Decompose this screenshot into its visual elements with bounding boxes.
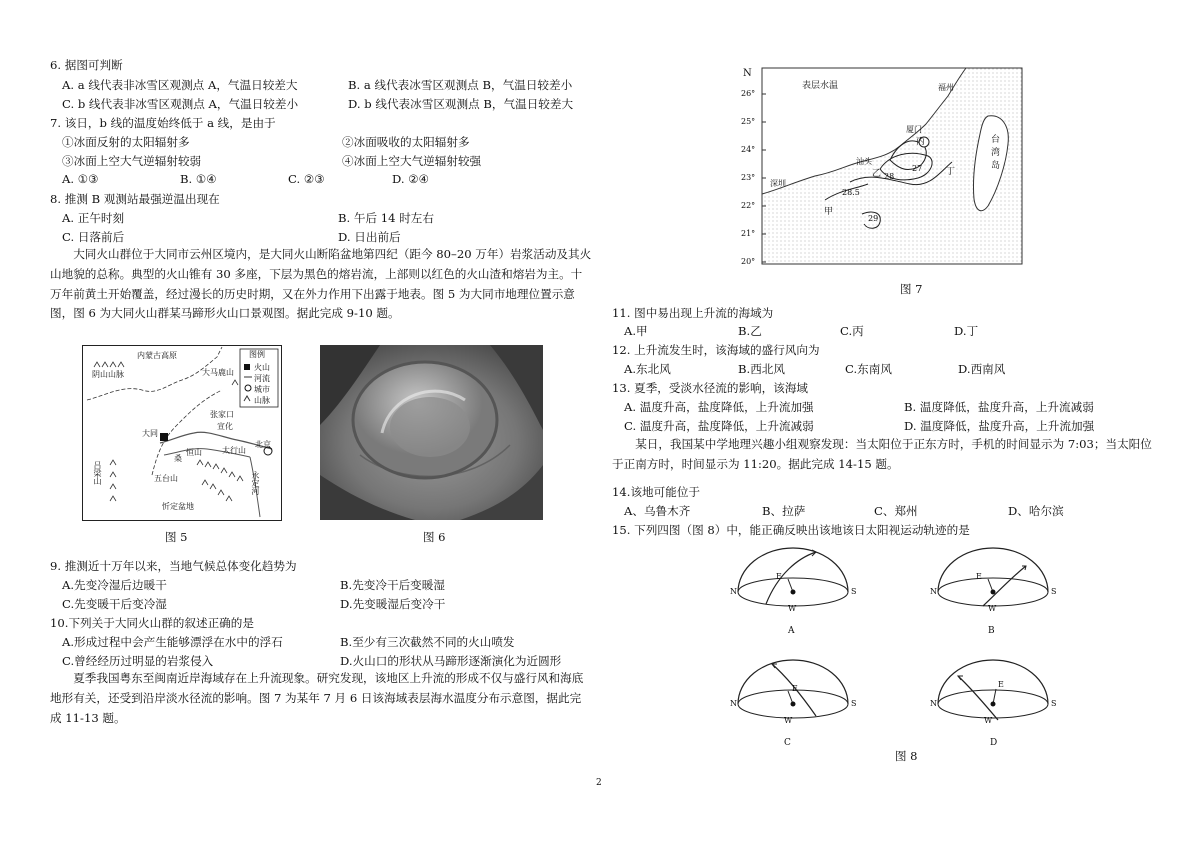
fig8-d-south: S bbox=[1051, 699, 1057, 708]
figure-6-crater-photo bbox=[320, 345, 543, 520]
fig8-c-south: S bbox=[851, 699, 857, 708]
q9-option-a: A.先变冷湿后边暖干 bbox=[62, 578, 167, 592]
fig7-label-shenzhen: 深圳 bbox=[770, 179, 786, 188]
q11-stem: 11. 图中易出现上升流的海域为 bbox=[612, 306, 774, 320]
q13-option-b: B. 温度降低，盐度升高，上升流减弱 bbox=[904, 400, 1094, 414]
fig8-b-east: E bbox=[976, 572, 982, 581]
figure-5-caption: 图 5 bbox=[165, 530, 188, 544]
fig7-lat-23: 23° bbox=[741, 173, 756, 182]
passage-datong: 大同火山群位于大同市云州区境内，是大同火山断陷盆地第四纪（距今 80–20 万年）岩浆活动及其火山地貌的总称。典型的火山锥有 30 多座，下层为黑色的熔岩流，上部则以红色的火山渣和熔岩为主。十万年前黄土开始覆盖，经过漫长的历史时期，又在外力作用下出露于地表。图 5 为大同市地理位置示意图，图 6 为大同火山群某马蹄形火山口景观图。据此完成 9-10 题。 bbox=[50, 247, 592, 321]
fig7-iso-27: 27 bbox=[912, 164, 923, 173]
figure-8-diagram-a bbox=[728, 544, 858, 640]
fig7-iso-28-5: 28.5 bbox=[842, 188, 860, 197]
q13-option-c: C. 温度升高，盐度降低，上升流减弱 bbox=[624, 419, 814, 433]
fig5-label-wutai: 五台山 bbox=[154, 474, 178, 483]
fig7-label-fuzhou: 福州 bbox=[938, 83, 954, 92]
fig7-lat-22: 22° bbox=[741, 201, 756, 210]
q14-option-b: B、拉萨 bbox=[762, 504, 806, 518]
fig5-label-lvliang: 吕梁山 bbox=[93, 461, 102, 485]
q10-stem: 10.下列关于大同火山群的叙述正确的是 bbox=[50, 616, 254, 630]
q12-stem: 12. 上升流发生时，该海域的盛行风向为 bbox=[612, 343, 820, 357]
q6-stem: 6. 据图可判断 bbox=[50, 58, 123, 72]
q10-option-a: A.形成过程中会产生能够漂浮在水中的浮石 bbox=[62, 635, 283, 649]
fig7-iso-29: 29 bbox=[868, 214, 879, 223]
q11-option-b: B.乙 bbox=[738, 324, 762, 338]
fig5-legend-city: 城市 bbox=[254, 385, 270, 394]
q8-option-b: B. 午后 14 时左右 bbox=[338, 211, 434, 225]
q7-option-c: C. ②③ bbox=[288, 172, 325, 186]
fig8-d-west: W bbox=[984, 716, 993, 725]
fig5-label-zhangjiakou: 张家口 bbox=[210, 410, 234, 419]
fig5-label-xinding: 忻定盆地 bbox=[162, 502, 194, 511]
fig7-lat-26: 26° bbox=[741, 89, 756, 98]
q8-option-c: C. 日落前后 bbox=[62, 230, 125, 244]
q7-statement-2: ②冰面吸收的太阳辐射多 bbox=[342, 135, 470, 149]
fig8-c-north: N bbox=[730, 699, 737, 708]
fig7-label-shantou: 汕头 bbox=[856, 157, 872, 166]
q8-option-a: A. 正午时刻 bbox=[62, 211, 125, 225]
fig8-a-west: W bbox=[788, 604, 797, 613]
figure-8-diagram-c bbox=[728, 656, 858, 752]
q7-option-b: B. ①④ bbox=[180, 172, 217, 186]
fig5-legend-title: 图例 bbox=[249, 350, 265, 359]
q7-option-a: A. ①③ bbox=[62, 172, 99, 186]
q11-option-a: A.甲 bbox=[624, 324, 648, 338]
q7-stem: 7. 该日，b 线的温度始终低于 a 线，是由于 bbox=[50, 116, 276, 130]
passage-upwelling: 夏季我国粤东至闽南近岸海域存在上升流现象。研究发现，该地区上升流的形成不仅与盛行风和海底地形有关，还受到沿岸淡水径流的影响。图 7 为某年 7 月 6 日该海域表层海水温度分布示意图，据此完成 11-13 题。 bbox=[50, 671, 584, 725]
fig7-label-xiamen: 厦门 bbox=[906, 125, 922, 134]
figure-8-diagram-b bbox=[928, 544, 1058, 640]
q12-option-c: C.东南风 bbox=[845, 362, 892, 376]
q9-option-d: D.先变暖湿后变冷干 bbox=[340, 597, 446, 611]
fig5-label-beijing: 北京 bbox=[255, 440, 271, 449]
fig8-b-label: B bbox=[988, 626, 995, 636]
q13-option-d: D. 温度降低，盐度升高，上升流加强 bbox=[904, 419, 1095, 433]
fig5-label-inner-mongolia: 内蒙古高原 bbox=[137, 351, 177, 360]
q6-option-b: B. a 线代表冰雪区观测点 B，气温日较差小 bbox=[348, 78, 573, 92]
figure-6-caption: 图 6 bbox=[423, 530, 446, 544]
passage-sun: 某日，我国某中学地理兴趣小组观察发现：当太阳位于正东方时，手机的时间显示为 7:03；当太阳位于正南方时，时间显示为 11:20。据此完成 14-15 题。 bbox=[612, 437, 1152, 471]
fig5-label-sanggan: 桑 bbox=[174, 454, 182, 463]
fig8-c-label: C bbox=[784, 738, 791, 748]
fig7-label-taiwan: 台湾岛 bbox=[989, 134, 999, 173]
fig8-c-west: W bbox=[784, 716, 793, 725]
q11-option-c: C.丙 bbox=[840, 324, 864, 338]
fig8-b-south: S bbox=[1051, 587, 1057, 596]
q8-option-d: D. 日出前后 bbox=[338, 230, 401, 244]
q7-statement-1: ①冰面反射的太阳辐射多 bbox=[62, 135, 190, 149]
fig8-c-east: E bbox=[792, 684, 798, 693]
figure-7-caption: 图 7 bbox=[900, 282, 923, 296]
q11-option-d: D.丁 bbox=[954, 324, 979, 338]
fig8-d-label: D bbox=[990, 738, 998, 748]
q12-option-b: B.西北风 bbox=[738, 362, 785, 376]
fig8-a-east: E bbox=[776, 572, 782, 581]
figure-8-diagram-d bbox=[928, 656, 1058, 752]
fig7-label-jia: 甲 bbox=[824, 207, 834, 217]
q10-option-d: D.火山口的形状从马蹄形逐渐演化为近圆形 bbox=[340, 654, 562, 668]
q9-option-b: B.先变冷干后变暖湿 bbox=[340, 578, 445, 592]
fig7-lat-25: 25° bbox=[741, 117, 756, 126]
fig8-d-east: E bbox=[998, 680, 1004, 689]
q7-statement-3: ③冰面上空大气逆辐射较弱 bbox=[62, 154, 202, 168]
q13-stem: 13. 夏季，受淡水径流的影响，该海域 bbox=[612, 381, 809, 395]
q6-option-c: C. b 线代表非冰雪区观测点 A，气温日较差小 bbox=[62, 97, 299, 111]
q13-option-a: A. 温度升高，盐度降低，上升流加强 bbox=[624, 400, 814, 414]
fig7-title: 表层水温 bbox=[802, 81, 839, 91]
fig5-label-xuanhua: 宣化 bbox=[217, 422, 233, 431]
fig7-label-bing: 丙 bbox=[916, 137, 926, 147]
figure-5-map bbox=[82, 345, 282, 521]
q12-option-a: A.东北风 bbox=[624, 362, 671, 376]
fig5-label-yinshan: 阴山山脉 bbox=[92, 370, 124, 379]
fig7-lat-20: 20° bbox=[741, 257, 756, 266]
fig5-label-yongding: 永定河 bbox=[251, 471, 260, 495]
fig8-b-north: N bbox=[930, 587, 937, 596]
q9-option-c: C.先变暖干后变冷湿 bbox=[62, 597, 167, 611]
q8-stem: 8. 推测 B 观测站最强逆温出现在 bbox=[50, 192, 220, 206]
q7-statement-4: ④冰面上空大气逆辐射较强 bbox=[342, 154, 482, 168]
fig7-lat-24: 24° bbox=[741, 145, 756, 154]
q9-stem: 9. 推测近十万年以来，当地气候总体变化趋势为 bbox=[50, 559, 297, 573]
q14-option-c: C、郑州 bbox=[874, 504, 918, 518]
figure-7-sst-map bbox=[740, 64, 1025, 270]
fig5-legend-river: 河流 bbox=[254, 374, 270, 383]
fig5-legend-volcano: 火山 bbox=[254, 363, 270, 372]
fig5-label-hengshan: 恒山 bbox=[186, 448, 202, 457]
fig8-a-north: N bbox=[730, 587, 737, 596]
fig8-b-west: W bbox=[988, 604, 997, 613]
fig8-d-north: N bbox=[930, 699, 937, 708]
fig8-a-south: S bbox=[851, 587, 857, 596]
figure-8-caption: 图 8 bbox=[895, 749, 918, 763]
q6-option-a: A. a 线代表非冰雪区观测点 A，气温日较差大 bbox=[62, 78, 298, 92]
fig7-label-yi: 乙 bbox=[872, 169, 882, 179]
fig7-label-ding: 丁 bbox=[946, 167, 956, 177]
fig5-label-datong: 大同 bbox=[142, 429, 158, 438]
q10-option-c: C.曾经经历过明显的岩浆侵入 bbox=[62, 654, 214, 668]
q14-option-d: D、哈尔滨 bbox=[1008, 504, 1064, 518]
q14-option-a: A、乌鲁木齐 bbox=[624, 504, 691, 518]
q12-option-d: D.西南风 bbox=[958, 362, 1006, 376]
q14-stem: 14.该地可能位于 bbox=[612, 485, 701, 499]
fig7-iso-28: 28 bbox=[884, 172, 895, 181]
fig7-lat-21: 21° bbox=[741, 229, 756, 238]
fig5-label-damalin: 大马鹿山 bbox=[202, 368, 234, 377]
q15-stem: 15. 下列四图（图 8）中，能正确反映出该地该日太阳视运动轨迹的是 bbox=[612, 523, 970, 537]
q7-option-d: D. ②④ bbox=[392, 172, 430, 186]
q10-option-b: B.至少有三次截然不同的火山喷发 bbox=[340, 635, 515, 649]
fig8-a-label: A bbox=[788, 626, 795, 636]
page-number: 2 bbox=[596, 778, 602, 788]
fig5-legend-mountain: 山脉 bbox=[254, 396, 270, 405]
fig5-label-taihang: 太行山 bbox=[222, 446, 246, 455]
fig7-north: N bbox=[743, 68, 752, 79]
q6-option-d: D. b 线代表冰雪区观测点 B，气温日较差大 bbox=[348, 97, 574, 111]
